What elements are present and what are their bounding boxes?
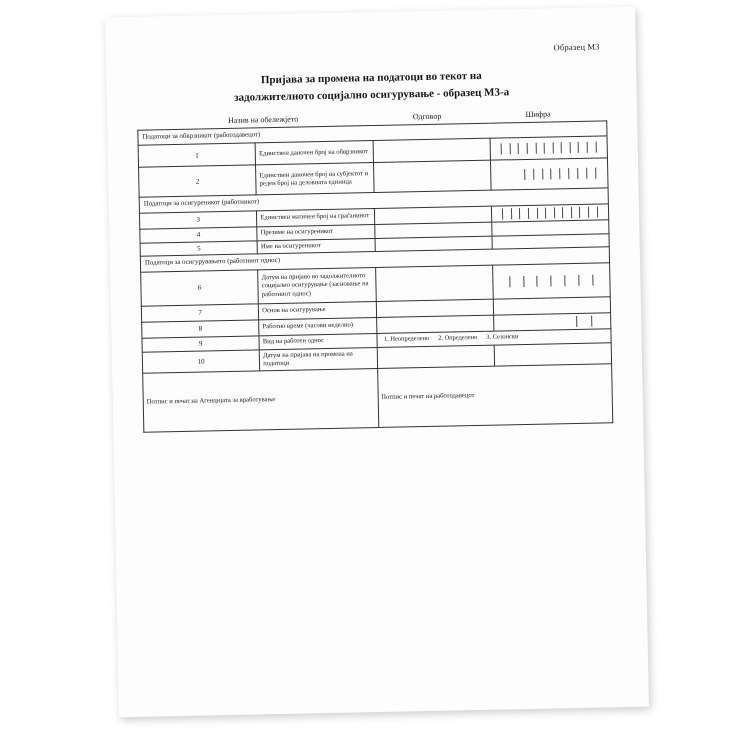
row-number: 2 [139,165,257,197]
column-header-answer: Одговор [412,111,442,122]
signature-row [143,364,613,432]
row-label: Датум на пријаво во задолжителното социјално осигурување (засновање на работниот однос) [258,267,376,303]
row-number: 9 [142,336,260,352]
comb-cell[interactable] [580,207,589,218]
comb-cell[interactable] [493,144,502,155]
comb-cell[interactable] [512,208,521,219]
section-label-employer: Податоци за обврзникот (работодавецот) [138,121,607,146]
row-label: Презиме на осигуреникот [257,224,375,240]
section-label-insured: Податоци за осигуреникот (работникот) [139,188,608,213]
comb-cell[interactable] [569,168,578,179]
form-code: Образец М3 [553,41,600,53]
comb-cell[interactable] [510,276,524,287]
comb-cell[interactable] [589,207,598,218]
comb-box-group[interactable] [496,274,606,287]
comb-cell[interactable] [546,207,555,218]
row-number: 7 [141,304,259,322]
comb-cell[interactable] [561,316,577,327]
code-field[interactable] [494,342,612,366]
row-number: 6 [141,270,259,306]
comb-cell[interactable] [516,169,525,180]
comb-cell[interactable] [503,208,512,219]
comb-cell[interactable] [511,144,520,155]
title-line-1: Пријава за промена на податоци во текот на [260,69,482,87]
title-line-2: задолжителното социјално осигурување - образец М3-а [234,85,510,104]
signature-employer[interactable]: Потпис и печат на работодавецот [377,364,613,428]
comb-cell[interactable] [525,169,534,180]
comb-cell[interactable] [572,207,581,218]
comb-cell[interactable] [563,207,572,218]
page-title [158,66,585,108]
option-fixed-term[interactable]: 2. Определено [438,334,478,343]
comb-cell[interactable] [587,168,596,179]
comb-cell[interactable] [592,315,607,326]
comb-cell[interactable] [536,143,545,154]
comb-cell[interactable] [578,168,587,179]
comb-boxes[interactable] [495,206,605,219]
comb-cell[interactable] [537,208,546,219]
signature-agency[interactable]: Потпис и печат на Агенцијата за вработување [143,369,379,433]
row-number: 5 [140,241,258,257]
answer-field[interactable] [375,265,493,301]
comb-cell[interactable] [553,143,562,154]
comb-cell[interactable] [552,275,566,286]
row-label: Единствен даночен број на субјектот и реден број на деловната единица [256,163,374,195]
comb-cell[interactable] [502,144,511,155]
code-field[interactable] [492,263,610,299]
comb-cell[interactable] [562,143,571,154]
comb-cell[interactable] [520,208,529,219]
row-label: Датум на пријава на промена на податоци [259,347,377,371]
comb-cell[interactable] [538,275,552,286]
row-number: 4 [140,227,258,243]
row-label: Единствен матичен број на граѓанинот [257,208,375,226]
comb-cell[interactable] [597,206,605,217]
comb-cell[interactable] [519,143,528,154]
row-number: 10 [142,350,260,374]
row-label: Работно време (часови неделно) [259,317,377,335]
comb-cell[interactable] [528,143,537,154]
comb-cell[interactable] [593,274,606,285]
comb-boxes[interactable] [494,168,604,181]
comb-cell[interactable] [579,142,588,153]
answer-field[interactable] [373,139,491,163]
comb-cell[interactable] [495,208,504,219]
option-seasonal[interactable]: 3. Сезонски [486,333,519,342]
form-table [137,120,613,433]
comb-cell[interactable] [579,275,593,286]
scanned-form-page [105,7,649,717]
comb-boxes[interactable] [493,142,603,155]
row-label: Вид на работен однос [259,333,377,349]
comb-cell[interactable] [555,207,564,218]
comb-cell[interactable] [545,143,554,154]
column-header-code: Шифра [525,109,551,119]
comb-cell[interactable] [561,169,570,180]
row-label: Единствен даночен број на обврзникот [255,141,373,165]
column-header-name: Назив на обележјето [227,114,299,125]
comb-box-group[interactable] [495,206,605,219]
form-content [105,7,649,717]
section-label-insurance: Податоци за осигурувањето (работниот однос) [140,247,609,272]
comb-cell[interactable] [529,208,538,219]
comb-cell[interactable] [570,142,579,153]
comb-cell[interactable] [596,168,604,179]
comb-box-group[interactable] [516,168,604,181]
comb-cell[interactable] [534,169,543,180]
row-label: Име на осигуреникот [257,238,375,254]
comb-cell[interactable] [588,142,597,153]
option-indefinite[interactable]: 1. Неопределено [383,335,430,344]
comb-cell[interactable] [577,316,593,327]
row-number: 8 [142,320,260,338]
comb-cell[interactable] [566,275,580,286]
comb-boxes[interactable] [496,274,606,287]
row-label: Основ на осигурување [259,301,377,319]
code-field[interactable] [490,158,608,190]
comb-cell[interactable] [552,169,561,180]
row-number: 3 [139,211,257,229]
comb-cell[interactable] [596,142,604,153]
answer-field[interactable] [377,345,495,369]
comb-boxes[interactable] [497,315,607,328]
code-field[interactable] [490,136,608,160]
answer-field[interactable] [373,161,491,193]
comb-cell[interactable] [543,169,552,180]
comb-cell[interactable] [524,276,538,287]
row-number: 1 [138,143,256,167]
comb-box-group[interactable] [561,315,607,327]
comb-box-group[interactable] [493,142,603,155]
comb-cell[interactable] [496,276,510,287]
